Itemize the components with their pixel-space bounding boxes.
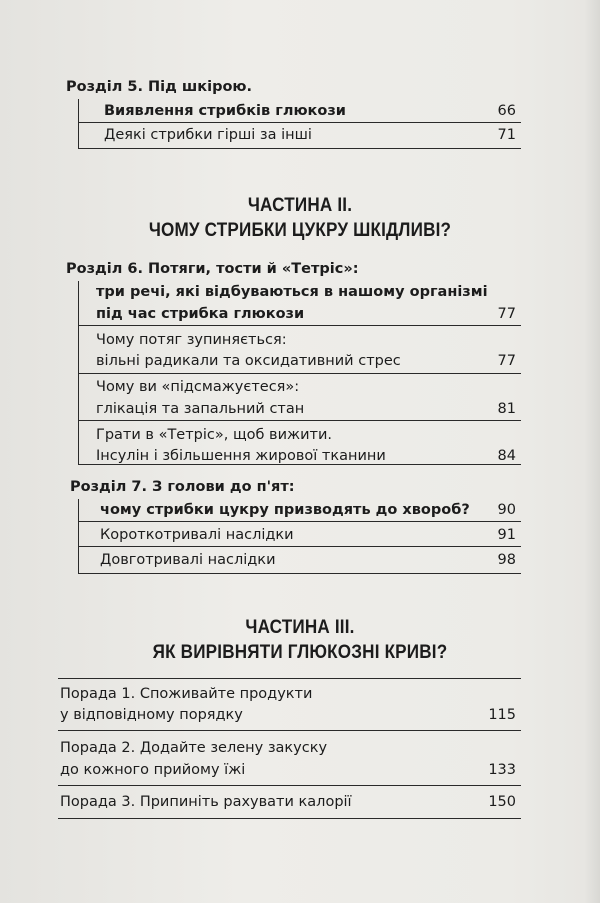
tip-1-page: 115 [488,707,516,723]
chapter-6-item-2-rule [78,420,521,421]
chapter-5-subtitle: Виявлення стрибків глюкози [104,103,346,119]
chapter-7-item-2-rule [78,573,521,574]
chapter-7-item-2: Довготривалі наслідки [100,552,276,568]
part-2-title: ЧАСТИНА II. [247,195,353,216]
chapter-6-item-1-line-2: вільні радикали та оксидативний стрес [96,353,401,369]
tip-1-line-2: у відповідному порядку [60,707,243,723]
chapter-5-page: 66 [497,103,516,119]
tip-3-rule [58,818,521,819]
chapter-6-item-1-rule [78,373,521,374]
part-3-subtitle: ЯК ВИРІВНЯТИ ГЛЮКОЗНІ КРИВІ? [152,642,448,663]
chapter-7-item-2-page: 98 [497,552,516,568]
chapter-6-subtitle-line-1: три речі, які відбуваються в нашому організмі [96,284,488,300]
page-edge-shadow [584,0,600,903]
part-3-title: ЧАСТИНА III. [245,617,355,638]
chapter-6-item-2-line-2: глікація та запальний стан [96,401,305,417]
chapter-7-item-1: Короткотривалі наслідки [100,527,294,543]
tips-top-rule [58,678,521,679]
chapter-5-rule [78,122,521,123]
chapter-6-item-3-line-2: Інсулін і збільшення жирової тканини [96,448,386,464]
tip-3-line-1: Порада 3. Припиніть рахувати калорії [60,794,352,810]
chapter-6-subtitle-line-2: під час стрибка глюкози [96,306,305,322]
chapter-7-item-1-rule [78,546,521,547]
chapter-7-title: Розділ 7. З голови до п'ят: [70,479,295,495]
chapter-7-subtitle: чому стрибки цукру призводять до хвороб? [100,502,470,518]
chapter-6-rule [78,325,521,326]
chapter-6-item-2-page: 81 [497,401,516,417]
chapter-6-item-3-rule [78,464,521,465]
chapter-7-item-1-page: 91 [497,527,516,543]
chapter-5-bracket [78,99,79,148]
tip-2-page: 133 [488,762,516,778]
chapter-6-item-1-page: 77 [497,353,516,369]
chapter-5-item-1: Деякі стрибки гірші за інші [104,127,312,143]
chapter-5-title: Розділ 5. Під шкірою. [66,79,253,95]
tip-2-line-1: Порада 2. Додайте зелену закуску [60,740,328,756]
tip-1-line-1: Порада 1. Споживайте продукти [60,686,313,702]
tip-2-rule [58,785,521,786]
chapter-6-item-3-line-1: Грати в «Тетріс», щоб вижити. [96,427,332,443]
tip-1-rule [58,730,521,731]
chapter-6-item-2-line-1: Чому ви «підсмажуєтеся»: [96,379,300,395]
chapter-5-item-1-page: 71 [497,127,516,143]
chapter-7-bracket [78,499,79,573]
chapter-6-item-1-line-1: Чому потяг зупиняється: [96,332,287,348]
chapter-5-item-rule [78,148,521,149]
chapter-6-page: 77 [497,306,516,322]
chapter-6-item-3-page: 84 [497,448,516,464]
part-2-subtitle: ЧОМУ СТРИБКИ ЦУКРУ ШКІДЛИВІ? [148,220,452,241]
chapter-6-title: Розділ 6. Потяги, тости й «Тетріс»: [66,261,359,277]
tip-2-line-2: до кожного прийому їжі [60,762,246,778]
chapter-7-rule [78,521,521,522]
tip-3-page: 150 [488,794,516,810]
chapter-7-page: 90 [497,502,516,518]
